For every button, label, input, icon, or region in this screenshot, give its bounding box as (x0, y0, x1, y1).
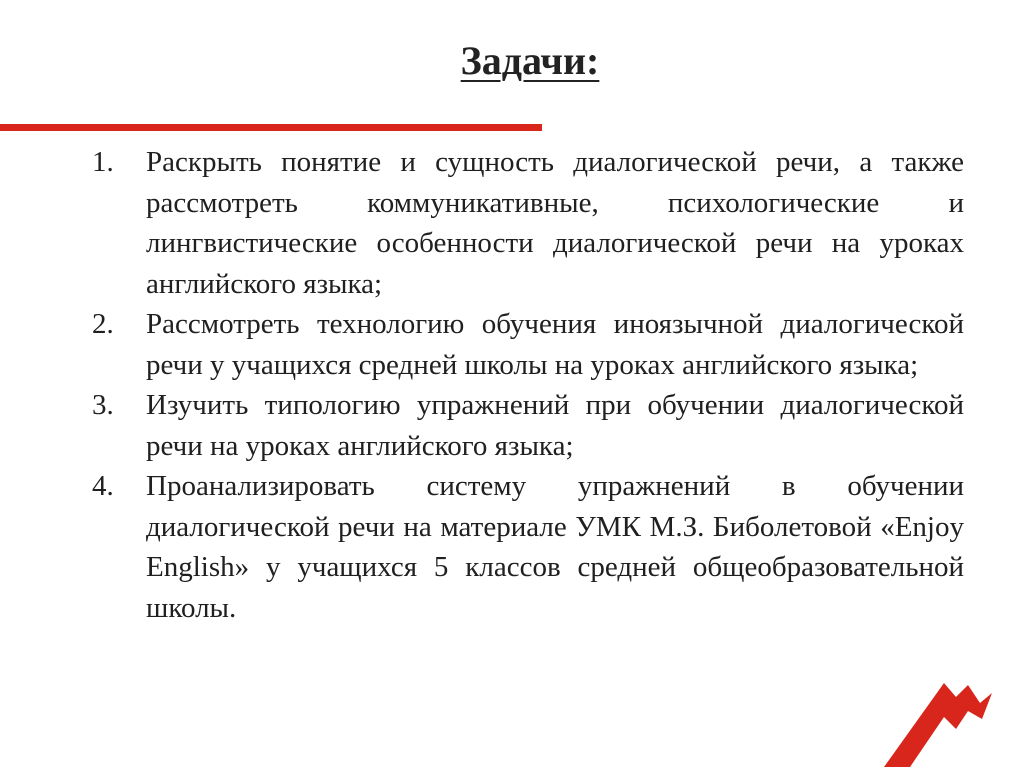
slide-title: Задачи: (460, 38, 600, 83)
task-number: 3. (92, 389, 114, 421)
task-text: Раскрыть понятие и сущность диалогической речи, а также рассмотреть коммуникативные, психологические и лингвистические особенности диалогической речи на уроках английского языка; (146, 146, 964, 300)
task-item (92, 466, 964, 628)
task-item (92, 385, 964, 466)
task-number: 2. (92, 308, 114, 340)
red-arrow-logo-icon (864, 667, 1024, 767)
task-text: Рассмотреть технологию обучения иноязычной диалогической речи у учащихся средней школы на уроках английского языка; (146, 308, 964, 381)
task-text: Проанализировать систему упражнений в обучении диалогической речи на материале УМК М.З. Биболетовой «Enjoy English» у учащихся 5 классов средней общеобразовательной школы. (146, 470, 964, 624)
task-number: 4. (92, 470, 114, 502)
red-divider-line (0, 124, 542, 131)
task-item (92, 142, 964, 304)
task-list (92, 142, 964, 628)
task-item (92, 304, 964, 385)
task-text: Изучить типологию упражнений при обучении диалогической речи на уроках английского языка; (146, 389, 964, 462)
task-number: 1. (92, 146, 114, 178)
